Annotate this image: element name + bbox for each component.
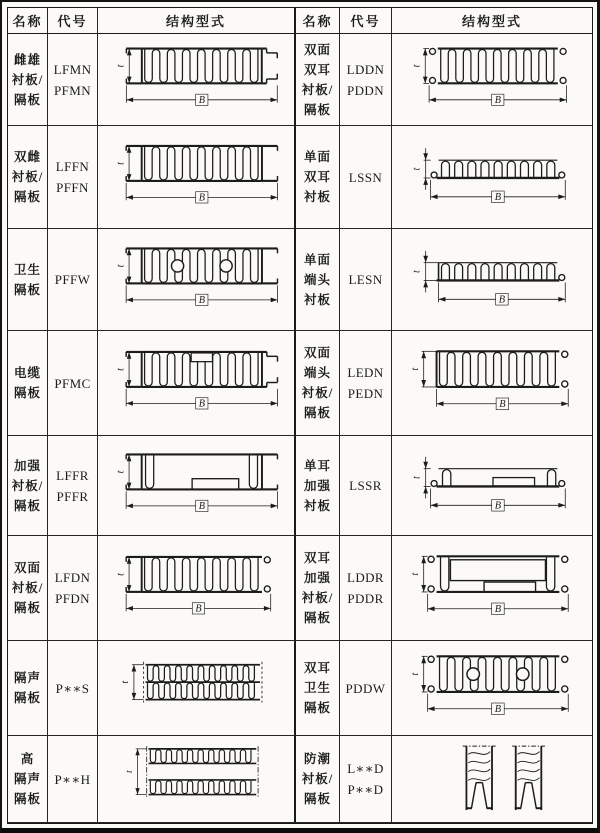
name-line: 隔板 xyxy=(303,406,331,420)
diagram-cell xyxy=(98,641,296,736)
code-line: PEDN xyxy=(347,386,384,401)
name-cell xyxy=(8,641,48,736)
name-line: 衬板 xyxy=(303,190,331,204)
name-line: 高 xyxy=(20,752,35,766)
code-cell xyxy=(340,736,392,823)
structure-diagram-ddr xyxy=(393,537,591,639)
code-cell xyxy=(340,436,392,536)
svg-text:B: B xyxy=(198,192,205,204)
name-line: 电缆 xyxy=(13,366,41,380)
structure-diagram-ffw xyxy=(99,230,293,329)
code-line: PFMN xyxy=(53,82,91,98)
code-line: PDDW xyxy=(345,680,386,696)
name-line: 隔板 xyxy=(303,611,331,625)
column-header-structure-left: 结构型式 xyxy=(98,8,296,34)
name-line: 加强 xyxy=(13,458,41,473)
structure-diagram-ffn xyxy=(99,127,293,227)
name-cell xyxy=(8,331,48,436)
name-line: 隔板 xyxy=(13,691,41,705)
structure-diagram-lpd xyxy=(393,737,591,821)
svg-text:B: B xyxy=(198,295,205,307)
code-line: LFDN xyxy=(54,570,91,585)
code-cell xyxy=(48,736,98,823)
structure-diagram-fmc xyxy=(99,332,293,434)
diagram-cell xyxy=(98,436,296,536)
name-cell xyxy=(8,736,48,823)
name-line: 隔板 xyxy=(13,92,41,107)
name-line: 雌雄 xyxy=(13,52,41,67)
name-cell xyxy=(8,34,48,126)
column-header-name-left: 名称 xyxy=(8,8,48,34)
name-line: 衬板/ xyxy=(301,772,334,786)
name-line: 隔声 xyxy=(13,671,41,685)
name-line: 双耳 xyxy=(303,62,331,77)
name-line: 衬板/ xyxy=(301,386,334,400)
name-line: 加强 xyxy=(303,478,331,493)
code-line: LFMN xyxy=(53,61,92,77)
code-cell xyxy=(340,34,392,126)
name-line: 双面 xyxy=(303,42,331,57)
svg-text:t: t xyxy=(409,367,421,371)
column-header-code-right: 代号 xyxy=(340,8,392,34)
structure-diagram-fmn xyxy=(99,35,293,124)
svg-text:t: t xyxy=(120,680,132,684)
name-line: 隔板 xyxy=(13,282,41,297)
svg-text:t: t xyxy=(115,264,127,268)
code-line: LSSR xyxy=(349,478,382,493)
diagram-cell xyxy=(98,736,296,823)
svg-text:B: B xyxy=(494,192,502,204)
name-line: 双雌 xyxy=(13,150,41,164)
code-line: PDDN xyxy=(347,82,384,98)
name-cell xyxy=(8,436,48,536)
name-cell xyxy=(296,436,340,536)
name-line: 双面 xyxy=(303,346,331,360)
code-line: LFFR xyxy=(56,467,89,483)
svg-text:t: t xyxy=(115,64,127,68)
structure-diagram-ffr xyxy=(99,437,293,534)
code-line: LESN xyxy=(348,272,383,287)
code-cell xyxy=(48,436,98,536)
svg-text:t: t xyxy=(409,572,421,576)
name-line: 双耳 xyxy=(303,551,331,565)
column-header-code-left: 代号 xyxy=(48,8,98,34)
diagram-cell xyxy=(392,331,592,436)
svg-text:t: t xyxy=(115,470,127,474)
svg-text:B: B xyxy=(499,399,506,411)
svg-text:B: B xyxy=(494,500,502,512)
code-line: LDDR xyxy=(347,570,384,585)
structure-diagram-ssr xyxy=(393,437,591,534)
svg-text:t: t xyxy=(411,167,423,171)
name-line: 加强 xyxy=(303,571,331,585)
code-line: LSSN xyxy=(348,169,383,185)
name-line: 衬板 xyxy=(303,498,331,513)
column-header-name-right: 名称 xyxy=(296,8,340,34)
svg-text:B: B xyxy=(198,501,205,513)
svg-text:t: t xyxy=(115,573,127,576)
name-cell xyxy=(296,641,340,736)
svg-text:B: B xyxy=(494,95,501,107)
name-line: 端头 xyxy=(303,366,331,380)
svg-text:t: t xyxy=(124,770,136,774)
name-cell xyxy=(296,536,340,641)
structure-diagram-esn xyxy=(393,230,591,329)
code-line: LDDN xyxy=(346,61,385,77)
diagram-cell xyxy=(392,641,592,736)
name-line: 衬板/ xyxy=(301,82,334,97)
name-line: 隔声 xyxy=(13,772,41,786)
name-line: 隔板 xyxy=(13,792,41,806)
name-line: 双面 xyxy=(13,561,41,575)
spec-table xyxy=(7,7,593,824)
code-line: P∗∗D xyxy=(347,782,384,797)
name-line: 隔板 xyxy=(303,701,331,715)
code-cell xyxy=(340,536,392,641)
name-line: 隔板 xyxy=(13,498,41,513)
code-line: PFDN xyxy=(55,591,90,606)
name-line: 衬板/ xyxy=(11,581,44,595)
code-cell xyxy=(48,229,98,331)
name-line: 端头 xyxy=(303,272,331,287)
structure-diagram-ssn xyxy=(393,127,591,227)
code-cell xyxy=(48,641,98,736)
name-cell xyxy=(8,126,48,229)
svg-text:B: B xyxy=(494,604,502,616)
svg-text:B: B xyxy=(195,603,202,615)
structure-diagram-pph xyxy=(99,737,293,821)
diagram-cell xyxy=(392,229,592,331)
name-cell xyxy=(296,229,340,331)
name-line: 衬板/ xyxy=(301,591,334,605)
name-line: 防潮 xyxy=(303,752,331,766)
code-line: PFFN xyxy=(56,180,89,195)
svg-text:t: t xyxy=(409,672,421,676)
name-line: 隔板 xyxy=(303,102,331,117)
code-line: LEDN xyxy=(347,365,384,380)
structure-diagram-ddn xyxy=(393,35,591,124)
diagram-cell xyxy=(392,34,592,126)
code-line: LFFN xyxy=(55,159,90,174)
name-line: 隔板 xyxy=(13,386,41,400)
name-cell xyxy=(296,736,340,823)
name-cell xyxy=(296,331,340,436)
diagram-cell xyxy=(98,126,296,229)
name-cell xyxy=(296,126,340,229)
svg-text:t: t xyxy=(411,476,423,480)
svg-text:B: B xyxy=(198,398,205,410)
code-line: P∗∗S xyxy=(55,680,90,696)
structure-diagram-edn xyxy=(393,332,591,434)
name-line: 衬板/ xyxy=(11,72,44,87)
name-cell xyxy=(8,229,48,331)
name-line: 隔板 xyxy=(13,190,41,204)
name-line: 单耳 xyxy=(303,458,331,473)
code-cell xyxy=(48,34,98,126)
code-cell xyxy=(340,641,392,736)
svg-text:t: t xyxy=(115,162,127,165)
diagram-cell xyxy=(392,436,592,536)
name-line: 双耳 xyxy=(303,661,331,675)
svg-text:t: t xyxy=(411,270,423,274)
code-cell xyxy=(340,126,392,229)
structure-diagram-fdn xyxy=(99,537,293,639)
code-line: P∗∗H xyxy=(54,771,91,787)
diagram-cell xyxy=(98,229,296,331)
diagram-cell xyxy=(392,126,592,229)
code-cell xyxy=(48,536,98,641)
name-line: 隔板 xyxy=(303,792,331,806)
svg-text:t: t xyxy=(115,368,127,371)
diagram-cell xyxy=(98,331,296,436)
code-cell xyxy=(48,331,98,436)
name-line: 隔板 xyxy=(13,601,41,615)
name-line: 双耳 xyxy=(303,170,331,184)
code-cell xyxy=(48,126,98,229)
code-line: PDDR xyxy=(347,591,384,606)
svg-text:B: B xyxy=(498,294,506,306)
svg-text:B: B xyxy=(198,95,205,107)
diagram-cell xyxy=(392,536,592,641)
svg-text:t: t xyxy=(411,64,423,68)
code-cell xyxy=(340,229,392,331)
name-line: 衬板/ xyxy=(11,478,44,493)
code-line: PFFR xyxy=(56,488,89,504)
name-line: 单面 xyxy=(303,252,331,267)
name-line: 卫生 xyxy=(13,262,41,277)
name-cell xyxy=(296,34,340,126)
diagram-cell xyxy=(98,536,296,641)
diagram-cell xyxy=(98,34,296,126)
code-cell xyxy=(340,331,392,436)
diagram-cell xyxy=(392,736,592,823)
name-cell xyxy=(8,536,48,641)
code-line: PFMC xyxy=(54,375,91,391)
code-line: PFFW xyxy=(54,272,91,287)
name-line: 衬板 xyxy=(303,292,331,307)
svg-text:B: B xyxy=(494,704,502,716)
code-line: L∗∗D xyxy=(347,761,384,776)
name-line: 衬板/ xyxy=(11,170,44,184)
column-header-structure-right: 结构型式 xyxy=(392,8,592,34)
structure-diagram-pps xyxy=(99,642,293,734)
name-line: 单面 xyxy=(303,150,331,164)
structure-diagram-ddw xyxy=(393,642,591,734)
name-line: 卫生 xyxy=(303,681,331,695)
